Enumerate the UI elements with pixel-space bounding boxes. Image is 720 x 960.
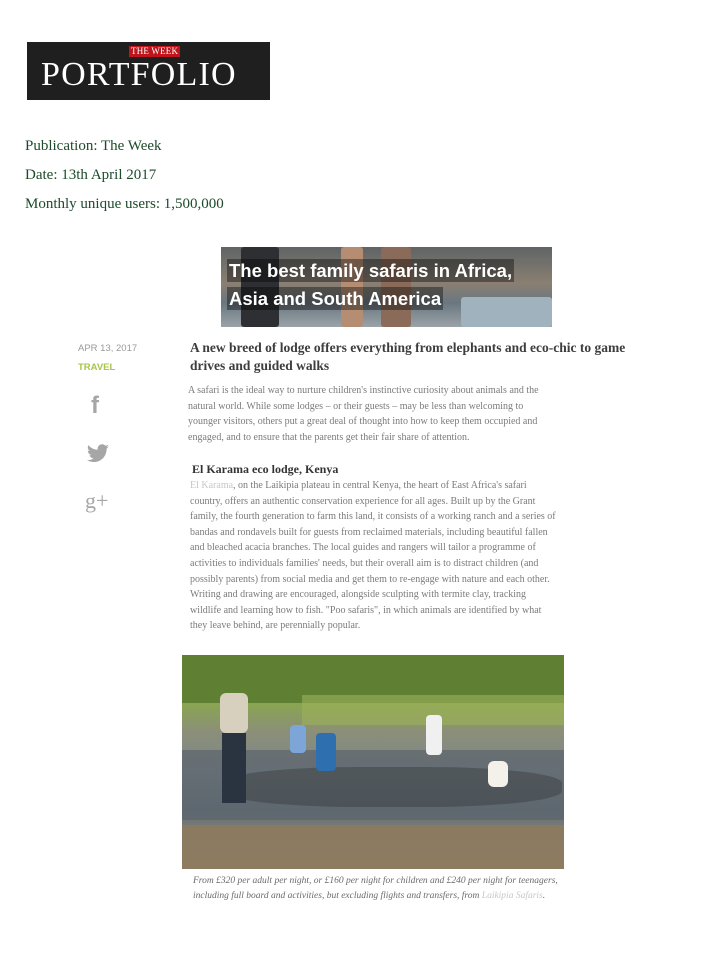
- google-plus-icon[interactable]: [85, 488, 108, 514]
- publication-line: Publication: The Week: [25, 138, 162, 154]
- the-week-badge: THE WEEK: [131, 46, 179, 56]
- date-line: Date: 13th April 2017: [25, 167, 157, 183]
- laikipia-safaris-link[interactable]: Laikipia Safaris: [481, 890, 543, 901]
- portfolio-wordmark: PORTFOLIO: [41, 56, 237, 93]
- el-karama-link[interactable]: El Karama: [190, 480, 234, 491]
- banner-title-line1: The best family safaris in Africa,: [229, 260, 513, 281]
- twitter-icon[interactable]: [86, 444, 110, 469]
- twitter-bird: [86, 444, 110, 464]
- article-intro: A safari is the ideal way to nurture children's instinctive curiosity about animals and the natural world. While some lodges – or their guests – may be less than welcoming to younger visitors, others put a great deal of thought into how to keep them occupied and engaged, and to ensure that the parents get their fair share of attention.: [188, 385, 539, 443]
- google-plus-glyph: g+: [85, 488, 109, 513]
- safari-photo: [182, 655, 564, 869]
- article-headline: A new breed of lodge offers everything from elephants and eco-chic to game drives and guided walks: [190, 340, 626, 373]
- banner-title: [227, 257, 547, 313]
- facebook-icon[interactable]: [91, 392, 99, 420]
- users-line: Monthly unique users: 1,500,000: [25, 196, 224, 212]
- section-heading: El Karama eco lodge, Kenya: [192, 462, 339, 476]
- facebook-glyph: f: [91, 392, 99, 419]
- article-category[interactable]: TRAVEL: [78, 362, 116, 373]
- article-body-text: , on the Laikipia plateau in central Kenya, the heart of East Africa's safari country, offers an authentic conservation experience for all ages. Built up by the Grant family, the fourth generation to farm this land, it consists of a working ranch and a series of bandas and rondavels built for guests from reclaimed materials, including beautiful fallen and bleached acacia branches. The local guides and rangers will tailor a programme of activities to individuals families' needs, but their overall aim is to distract children (and possibly parents) from social media and get them to re-engage with nature and each other. Writing and drawing are encouraged, alongside sculpting with termite clay, tracking wildlife and learning how to fish. "Poo safaris", in which animals are identified by what they leave behind, are perennially popular.: [190, 480, 556, 632]
- photo-caption: [193, 874, 563, 903]
- article-date: APR 13, 2017: [78, 343, 138, 354]
- article-body: [190, 478, 558, 634]
- article-banner: [221, 247, 552, 327]
- caption-text: From £320 per adult per night, or £160 per night for children and £240 per night for teenagers, including full board and activities, but excluding flights and transfers, from: [193, 876, 558, 901]
- banner-title-line2: Asia and South America: [229, 288, 442, 309]
- caption-end: .: [542, 890, 546, 901]
- portfolio-logo: [27, 42, 270, 100]
